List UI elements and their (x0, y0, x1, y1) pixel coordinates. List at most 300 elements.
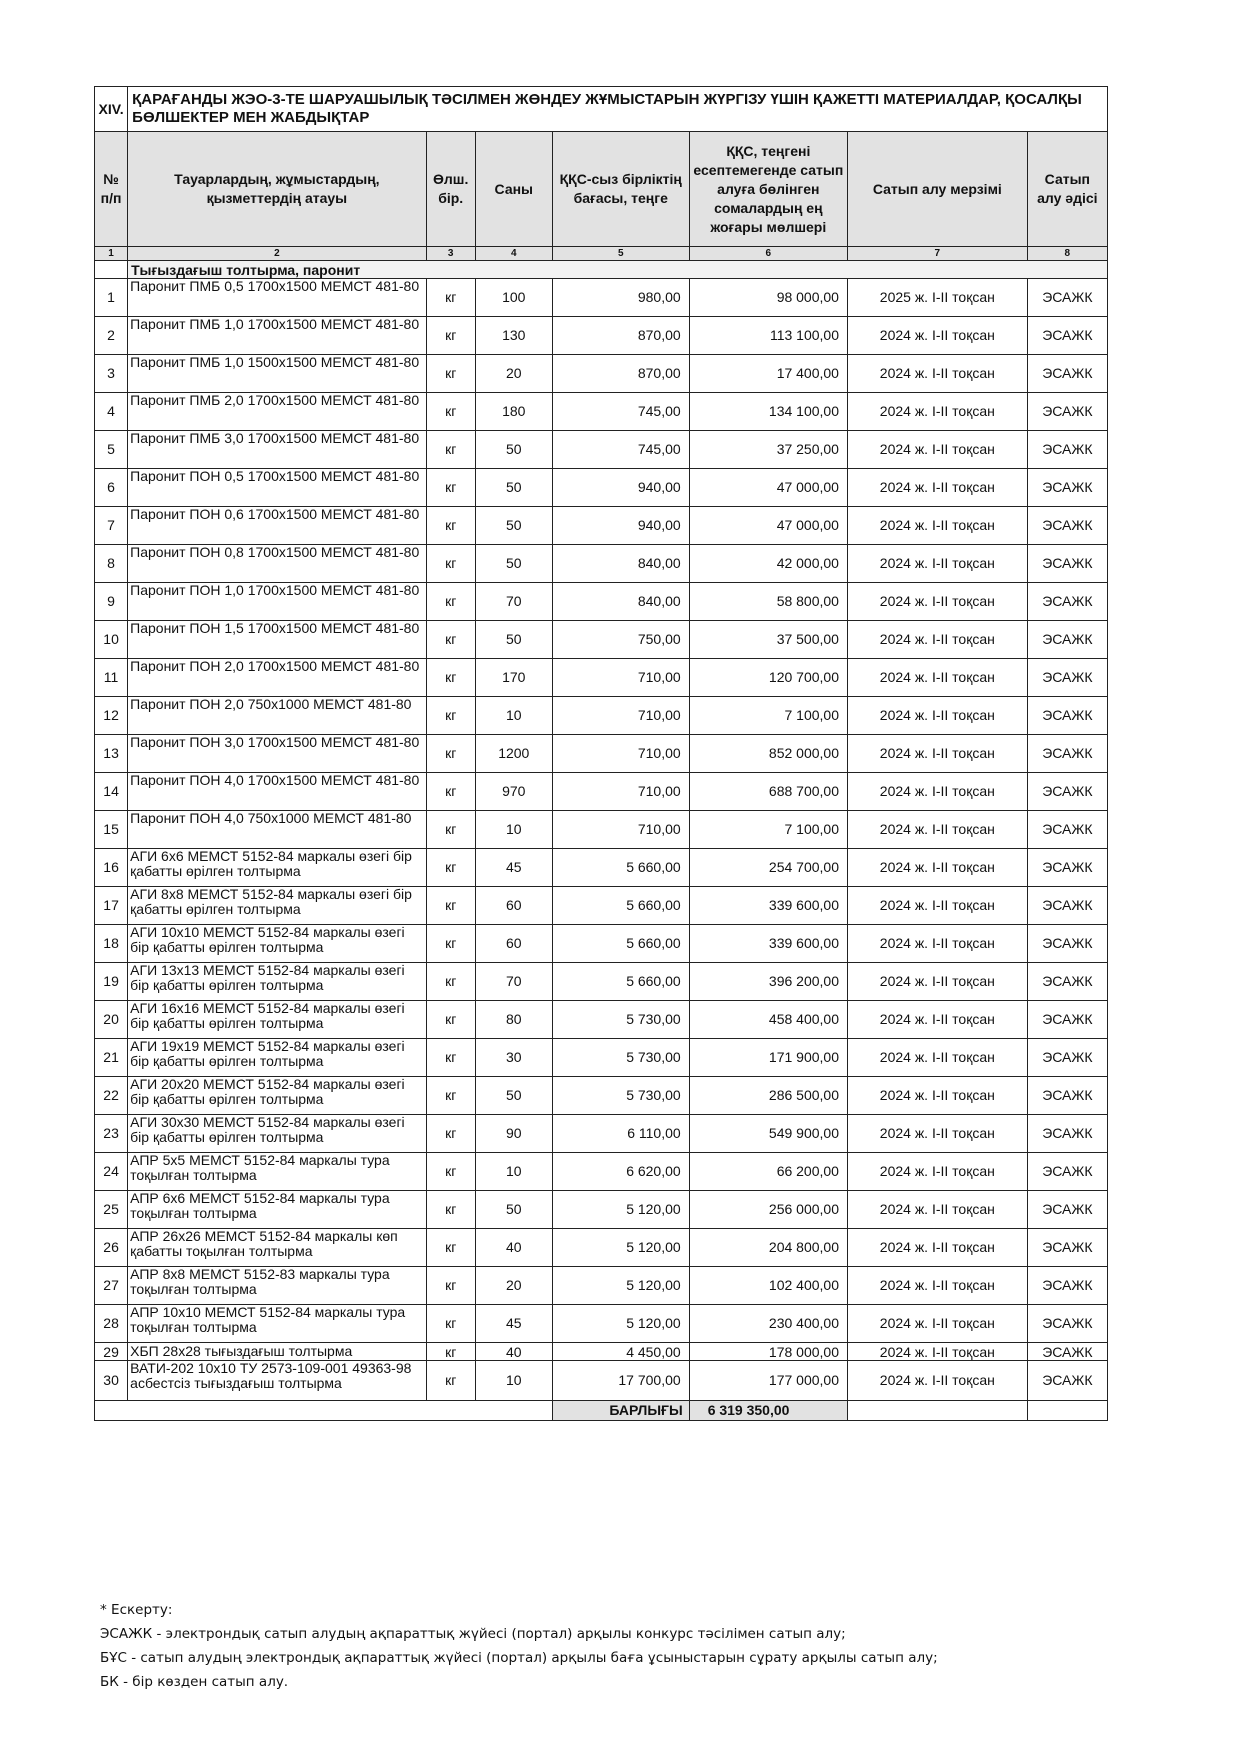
item-name: АПР 10х10 МЕМСТ 5152-84 маркалы тура тоқылған толтырма (128, 1305, 426, 1343)
item-price: 940,00 (552, 469, 689, 507)
item-qty: 40 (475, 1343, 552, 1361)
item-price: 940,00 (552, 507, 689, 545)
item-method: ЭСАЖК (1027, 963, 1107, 1001)
item-period: 2024 ж. І-ІІ тоқсан (847, 355, 1027, 393)
item-amount: 339 600,00 (689, 887, 847, 925)
row-number: 10 (95, 621, 128, 659)
table-row (95, 1039, 1108, 1077)
item-name: Паронит ПОН 2,0 1700х1500 МЕМСТ 481-80 (128, 659, 426, 697)
item-price: 745,00 (552, 393, 689, 431)
item-amount: 852 000,00 (689, 735, 847, 773)
row-number: 14 (95, 773, 128, 811)
table-row (95, 1229, 1108, 1267)
item-unit: кг (426, 1153, 475, 1191)
row-number: 29 (95, 1343, 128, 1361)
item-amount: 98 000,00 (689, 279, 847, 317)
item-unit: кг (426, 355, 475, 393)
item-qty: 130 (475, 317, 552, 355)
row-number: 12 (95, 697, 128, 735)
item-method: ЭСАЖК (1027, 1077, 1107, 1115)
item-unit: кг (426, 1305, 475, 1343)
total-spacer (95, 1401, 553, 1421)
item-amount: 58 800,00 (689, 583, 847, 621)
row-number: 8 (95, 545, 128, 583)
item-name: Паронит ПОН 0,8 1700х1500 МЕМСТ 481-80 (128, 545, 426, 583)
item-price: 710,00 (552, 697, 689, 735)
item-method: ЭСАЖК (1027, 887, 1107, 925)
table-row (95, 659, 1108, 697)
table-row (95, 697, 1108, 735)
header-qty: Саны (475, 132, 552, 247)
row-number: 30 (95, 1361, 128, 1401)
item-qty: 45 (475, 1305, 552, 1343)
row-number: 20 (95, 1001, 128, 1039)
item-method: ЭСАЖК (1027, 1001, 1107, 1039)
item-price: 710,00 (552, 773, 689, 811)
item-amount: 113 100,00 (689, 317, 847, 355)
item-method: ЭСАЖК (1027, 1115, 1107, 1153)
item-name: АГИ 6х6 МЕМСТ 5152-84 маркалы өзегі бір қабатты өрілген толтырма (128, 849, 426, 887)
row-number: 24 (95, 1153, 128, 1191)
item-qty: 90 (475, 1115, 552, 1153)
item-qty: 1200 (475, 735, 552, 773)
item-qty: 30 (475, 1039, 552, 1077)
item-name: АПР 5х5 МЕМСТ 5152-84 маркалы тура тоқылған толтырма (128, 1153, 426, 1191)
header-amount: ҚҚС, теңгені есептемегенде сатып алуға бөлінген сомалардың ең жоғары мөлшері (689, 132, 847, 247)
item-qty: 10 (475, 1361, 552, 1401)
col-number: 1 (95, 247, 128, 261)
procurement-sheet (94, 86, 1108, 1421)
item-price: 5 660,00 (552, 887, 689, 925)
item-method: ЭСАЖК (1027, 1039, 1107, 1077)
item-unit: кг (426, 925, 475, 963)
item-price: 870,00 (552, 317, 689, 355)
item-qty: 45 (475, 849, 552, 887)
row-number: 2 (95, 317, 128, 355)
item-price: 5 120,00 (552, 1267, 689, 1305)
item-unit: кг (426, 1229, 475, 1267)
item-name: АПР 26х26 МЕМСТ 5152-84 маркалы көп қабатты тоқылған толтырма (128, 1229, 426, 1267)
item-name: Паронит ПМБ 1,0 1500х1500 МЕМСТ 481-80 (128, 355, 426, 393)
col-number: 7 (847, 247, 1027, 261)
item-unit: кг (426, 545, 475, 583)
item-period: 2024 ж. І-ІІ тоқсан (847, 545, 1027, 583)
item-unit: кг (426, 849, 475, 887)
row-number: 22 (95, 1077, 128, 1115)
item-amount: 7 100,00 (689, 697, 847, 735)
item-amount: 66 200,00 (689, 1153, 847, 1191)
item-unit: кг (426, 1115, 475, 1153)
item-unit: кг (426, 963, 475, 1001)
item-method: ЭСАЖК (1027, 1191, 1107, 1229)
total-label: БАРЛЫҒЫ (552, 1401, 689, 1421)
procurement-table (94, 86, 1108, 1421)
row-number: 6 (95, 469, 128, 507)
table-row (95, 355, 1108, 393)
table-row (95, 1077, 1108, 1115)
table-row (95, 621, 1108, 659)
row-number: 4 (95, 393, 128, 431)
item-name: АГИ 13х13 МЕМСТ 5152-84 маркалы өзегі бір қабатты өрілген толтырма (128, 963, 426, 1001)
item-unit: кг (426, 811, 475, 849)
row-number: 15 (95, 811, 128, 849)
item-amount: 396 200,00 (689, 963, 847, 1001)
item-name: ВАТИ-202 10х10 ТУ 2573-109-001 49363-98 асбестсіз тығыздағыш толтырма (128, 1361, 426, 1401)
item-period: 2024 ж. І-ІІ тоқсан (847, 317, 1027, 355)
item-period: 2024 ж. І-ІІ тоқсан (847, 735, 1027, 773)
table-row (95, 773, 1108, 811)
item-qty: 170 (475, 659, 552, 697)
item-price: 840,00 (552, 545, 689, 583)
item-qty: 180 (475, 393, 552, 431)
category-spacer (95, 261, 128, 279)
item-period: 2024 ж. І-ІІ тоқсан (847, 583, 1027, 621)
item-unit: кг (426, 1191, 475, 1229)
column-number-row (95, 247, 1108, 261)
item-period: 2024 ж. І-ІІ тоқсан (847, 1001, 1027, 1039)
item-amount: 458 400,00 (689, 1001, 847, 1039)
item-qty: 60 (475, 887, 552, 925)
table-row (95, 393, 1108, 431)
table-row (95, 925, 1108, 963)
item-method: ЭСАЖК (1027, 279, 1107, 317)
item-period: 2024 ж. І-ІІ тоқсан (847, 393, 1027, 431)
row-number: 25 (95, 1191, 128, 1229)
item-period: 2024 ж. І-ІІ тоқсан (847, 1229, 1027, 1267)
item-unit: кг (426, 1361, 475, 1401)
table-row (95, 279, 1108, 317)
item-qty: 50 (475, 1077, 552, 1115)
item-period: 2024 ж. І-ІІ тоқсан (847, 773, 1027, 811)
item-name: АГИ 20х20 МЕМСТ 5152-84 маркалы өзегі бір қабатты өрілген толтырма (128, 1077, 426, 1115)
section-header-row (95, 87, 1108, 132)
item-price: 5 120,00 (552, 1191, 689, 1229)
item-qty: 70 (475, 583, 552, 621)
item-qty: 50 (475, 1191, 552, 1229)
item-amount: 254 700,00 (689, 849, 847, 887)
item-period: 2024 ж. І-ІІ тоқсан (847, 507, 1027, 545)
item-name: АПР 6х6 МЕМСТ 5152-84 маркалы тура тоқылған толтырма (128, 1191, 426, 1229)
item-price: 4 450,00 (552, 1343, 689, 1361)
row-number: 28 (95, 1305, 128, 1343)
item-qty: 80 (475, 1001, 552, 1039)
table-row (95, 545, 1108, 583)
item-price: 750,00 (552, 621, 689, 659)
item-amount: 7 100,00 (689, 811, 847, 849)
item-unit: кг (426, 659, 475, 697)
col-number: 6 (689, 247, 847, 261)
row-number: 23 (95, 1115, 128, 1153)
item-name: Паронит ПМБ 1,0 1700х1500 МЕМСТ 481-80 (128, 317, 426, 355)
item-price: 6 620,00 (552, 1153, 689, 1191)
item-name: АГИ 16х16 МЕМСТ 5152-84 маркалы өзегі бір қабатты өрілген толтырма (128, 1001, 426, 1039)
item-name: Паронит ПОН 4,0 750х1000 МЕМСТ 481-80 (128, 811, 426, 849)
item-name: АГИ 10х10 МЕМСТ 5152-84 маркалы өзегі бір қабатты өрілген толтырма (128, 925, 426, 963)
item-period: 2024 ж. І-ІІ тоқсан (847, 1115, 1027, 1153)
col-number: 2 (128, 247, 426, 261)
table-row (95, 1001, 1108, 1039)
item-method: ЭСАЖК (1027, 811, 1107, 849)
item-period: 2024 ж. І-ІІ тоқсан (847, 1191, 1027, 1229)
table-row (95, 1191, 1108, 1229)
item-price: 980,00 (552, 279, 689, 317)
item-method: ЭСАЖК (1027, 583, 1107, 621)
item-amount: 120 700,00 (689, 659, 847, 697)
item-method: ЭСАЖК (1027, 545, 1107, 583)
row-number: 7 (95, 507, 128, 545)
total-spacer (1027, 1401, 1107, 1421)
item-unit: кг (426, 887, 475, 925)
category-row (95, 261, 1108, 279)
item-period: 2024 ж. І-ІІ тоқсан (847, 1343, 1027, 1361)
item-qty: 100 (475, 279, 552, 317)
row-number: 1 (95, 279, 128, 317)
item-method: ЭСАЖК (1027, 431, 1107, 469)
item-method: ЭСАЖК (1027, 317, 1107, 355)
row-number: 13 (95, 735, 128, 773)
item-qty: 50 (475, 621, 552, 659)
table-row (95, 1343, 1108, 1361)
item-period: 2024 ж. І-ІІ тоқсан (847, 1267, 1027, 1305)
item-method: ЭСАЖК (1027, 735, 1107, 773)
item-unit: кг (426, 735, 475, 773)
item-unit: кг (426, 583, 475, 621)
item-amount: 230 400,00 (689, 1305, 847, 1343)
col-number: 4 (475, 247, 552, 261)
item-method: ЭСАЖК (1027, 621, 1107, 659)
item-amount: 204 800,00 (689, 1229, 847, 1267)
row-number: 21 (95, 1039, 128, 1077)
item-amount: 42 000,00 (689, 545, 847, 583)
row-number: 16 (95, 849, 128, 887)
col-number: 3 (426, 247, 475, 261)
footnote-esazhk: ЭСАЖК - электрондық сатып алудың ақпараттық жүйесі (портал) арқылы конкурс тәсілімен сатып алу; (100, 1626, 846, 1642)
item-method: ЭСАЖК (1027, 1305, 1107, 1343)
table-row (95, 1153, 1108, 1191)
item-amount: 688 700,00 (689, 773, 847, 811)
item-qty: 50 (475, 469, 552, 507)
footnote-bk: БК - бір көзден сатып алу. (100, 1674, 289, 1690)
item-unit: кг (426, 1039, 475, 1077)
item-period: 2024 ж. І-ІІ тоқсан (847, 697, 1027, 735)
item-price: 710,00 (552, 811, 689, 849)
item-qty: 10 (475, 697, 552, 735)
item-method: ЭСАЖК (1027, 1267, 1107, 1305)
item-qty: 50 (475, 431, 552, 469)
item-method: ЭСАЖК (1027, 1361, 1107, 1401)
item-period: 2024 ж. І-ІІ тоқсан (847, 1305, 1027, 1343)
row-number: 3 (95, 355, 128, 393)
footnotes (100, 1598, 1140, 1694)
item-price: 17 700,00 (552, 1361, 689, 1401)
item-price: 5 730,00 (552, 1077, 689, 1115)
item-period: 2024 ж. І-ІІ тоқсан (847, 849, 1027, 887)
item-method: ЭСАЖК (1027, 1343, 1107, 1361)
table-row (95, 735, 1108, 773)
item-method: ЭСАЖК (1027, 1229, 1107, 1267)
total-amount: 6 319 350,00 (689, 1401, 847, 1421)
item-period: 2025 ж. І-ІІ тоқсан (847, 279, 1027, 317)
item-unit: кг (426, 621, 475, 659)
item-qty: 970 (475, 773, 552, 811)
header-price: ҚҚС-сыз бірліктің бағасы, теңге (552, 132, 689, 247)
table-row (95, 583, 1108, 621)
item-amount: 177 000,00 (689, 1361, 847, 1401)
item-period: 2024 ж. І-ІІ тоқсан (847, 469, 1027, 507)
item-unit: кг (426, 1343, 475, 1361)
col-number: 8 (1027, 247, 1107, 261)
item-qty: 20 (475, 355, 552, 393)
item-qty: 50 (475, 507, 552, 545)
total-row (95, 1401, 1108, 1421)
item-unit: кг (426, 393, 475, 431)
header-method: Сатып алу әдісі (1027, 132, 1107, 247)
table-row (95, 1361, 1108, 1401)
row-number: 17 (95, 887, 128, 925)
item-name: Паронит ПОН 0,5 1700х1500 МЕМСТ 481-80 (128, 469, 426, 507)
item-qty: 50 (475, 545, 552, 583)
header-num: № п/п (95, 132, 128, 247)
item-name: Паронит ПОН 0,6 1700х1500 МЕМСТ 481-80 (128, 507, 426, 545)
item-price: 6 110,00 (552, 1115, 689, 1153)
item-amount: 286 500,00 (689, 1077, 847, 1115)
item-qty: 10 (475, 1153, 552, 1191)
item-price: 710,00 (552, 659, 689, 697)
row-number: 26 (95, 1229, 128, 1267)
item-unit: кг (426, 1001, 475, 1039)
item-amount: 549 900,00 (689, 1115, 847, 1153)
header-unit: Өлш. бір. (426, 132, 475, 247)
item-qty: 70 (475, 963, 552, 1001)
item-qty: 10 (475, 811, 552, 849)
table-row (95, 811, 1108, 849)
total-spacer (847, 1401, 1027, 1421)
item-amount: 339 600,00 (689, 925, 847, 963)
item-period: 2024 ж. І-ІІ тоқсан (847, 887, 1027, 925)
item-amount: 37 500,00 (689, 621, 847, 659)
category-label: Тығыздағыш толтырма, паронит (128, 261, 1108, 279)
item-amount: 171 900,00 (689, 1039, 847, 1077)
item-name: АПР 8х8 МЕМСТ 5152-83 маркалы тура тоқылған толтырма (128, 1267, 426, 1305)
item-qty: 20 (475, 1267, 552, 1305)
row-number: 19 (95, 963, 128, 1001)
item-name: АГИ 19х19 МЕМСТ 5152-84 маркалы өзегі бір қабатты өрілген толтырма (128, 1039, 426, 1077)
item-amount: 17 400,00 (689, 355, 847, 393)
item-period: 2024 ж. І-ІІ тоқсан (847, 621, 1027, 659)
col-number: 5 (552, 247, 689, 261)
item-price: 5 730,00 (552, 1001, 689, 1039)
item-name: Паронит ПОН 1,0 1700х1500 МЕМСТ 481-80 (128, 583, 426, 621)
item-unit: кг (426, 1267, 475, 1305)
item-name: Паронит ПОН 2,0 750х1000 МЕМСТ 481-80 (128, 697, 426, 735)
item-name: АГИ 8х8 МЕМСТ 5152-84 маркалы өзегі бір қабатты өрілген толтырма (128, 887, 426, 925)
header-name: Тауарлардың, жұмыстардың, қызметтердің атауы (128, 132, 426, 247)
item-amount: 256 000,00 (689, 1191, 847, 1229)
footnote-heading: * Ескерту: (100, 1602, 173, 1618)
table-row (95, 317, 1108, 355)
item-period: 2024 ж. І-ІІ тоқсан (847, 659, 1027, 697)
item-unit: кг (426, 507, 475, 545)
table-row (95, 887, 1108, 925)
item-amount: 47 000,00 (689, 507, 847, 545)
item-name: Паронит ПОН 1,5 1700х1500 МЕМСТ 481-80 (128, 621, 426, 659)
section-number: XIV. (95, 87, 128, 132)
table-row (95, 469, 1108, 507)
item-method: ЭСАЖК (1027, 507, 1107, 545)
item-method: ЭСАЖК (1027, 355, 1107, 393)
item-qty: 40 (475, 1229, 552, 1267)
item-name: Паронит ПОН 4,0 1700х1500 МЕМСТ 481-80 (128, 773, 426, 811)
item-price: 840,00 (552, 583, 689, 621)
table-row (95, 849, 1108, 887)
row-number: 9 (95, 583, 128, 621)
item-name: Паронит ПОН 3,0 1700х1500 МЕМСТ 481-80 (128, 735, 426, 773)
item-period: 2024 ж. І-ІІ тоқсан (847, 1153, 1027, 1191)
item-method: ЭСАЖК (1027, 659, 1107, 697)
item-qty: 60 (475, 925, 552, 963)
section-title: ҚАРАҒАНДЫ ЖЭО-3-ТЕ ШАРУАШЫЛЫҚ ТӘСІЛМЕН ЖӨНДЕУ ЖҰМЫСТАРЫН ЖҮРГІЗУ ҮШІН ҚАЖЕТТІ МАТЕРИАЛДАР, ҚОСАЛҚЫ БӨЛШЕКТЕР МЕН ЖАБДЫҚТАР (128, 87, 1108, 132)
item-price: 5 730,00 (552, 1039, 689, 1077)
item-unit: кг (426, 469, 475, 507)
item-price: 5 660,00 (552, 963, 689, 1001)
item-method: ЭСАЖК (1027, 849, 1107, 887)
item-amount: 134 100,00 (689, 393, 847, 431)
item-method: ЭСАЖК (1027, 1153, 1107, 1191)
item-unit: кг (426, 1077, 475, 1115)
item-name: Паронит ПМБ 3,0 1700х1500 МЕМСТ 481-80 (128, 431, 426, 469)
item-amount: 47 000,00 (689, 469, 847, 507)
item-period: 2024 ж. І-ІІ тоқсан (847, 1077, 1027, 1115)
item-period: 2024 ж. І-ІІ тоқсан (847, 1361, 1027, 1401)
item-name: Паронит ПМБ 2,0 1700х1500 МЕМСТ 481-80 (128, 393, 426, 431)
item-method: ЭСАЖК (1027, 469, 1107, 507)
item-price: 745,00 (552, 431, 689, 469)
item-period: 2024 ж. І-ІІ тоқсан (847, 811, 1027, 849)
item-method: ЭСАЖК (1027, 393, 1107, 431)
item-unit: кг (426, 697, 475, 735)
footnote-bus: БҰС - сатып алудың электрондық ақпараттық жүйесі (портал) арқылы баға ұсыныстарын сұрату арқылы сатып алу; (100, 1650, 938, 1666)
header-period: Сатып алу мерзімі (847, 132, 1027, 247)
item-period: 2024 ж. І-ІІ тоқсан (847, 925, 1027, 963)
table-row (95, 963, 1108, 1001)
item-price: 5 660,00 (552, 849, 689, 887)
item-amount: 178 000,00 (689, 1343, 847, 1361)
item-method: ЭСАЖК (1027, 773, 1107, 811)
item-unit: кг (426, 279, 475, 317)
row-number: 18 (95, 925, 128, 963)
table-row (95, 1267, 1108, 1305)
column-header-row (95, 132, 1108, 247)
row-number: 11 (95, 659, 128, 697)
item-unit: кг (426, 431, 475, 469)
item-name: АГИ 30х30 МЕМСТ 5152-84 маркалы өзегі бір қабатты өрілген толтырма (128, 1115, 426, 1153)
item-method: ЭСАЖК (1027, 925, 1107, 963)
item-unit: кг (426, 773, 475, 811)
item-price: 5 120,00 (552, 1229, 689, 1267)
item-name: Паронит ПМБ 0,5 1700х1500 МЕМСТ 481-80 (128, 279, 426, 317)
item-price: 710,00 (552, 735, 689, 773)
item-amount: 102 400,00 (689, 1267, 847, 1305)
item-name: ХБП 28х28 тығыздағыш толтырма (128, 1343, 426, 1361)
item-unit: кг (426, 317, 475, 355)
item-price: 5 660,00 (552, 925, 689, 963)
item-period: 2024 ж. І-ІІ тоқсан (847, 963, 1027, 1001)
table-row (95, 431, 1108, 469)
table-row (95, 1305, 1108, 1343)
item-period: 2024 ж. І-ІІ тоқсан (847, 1039, 1027, 1077)
item-method: ЭСАЖК (1027, 697, 1107, 735)
item-amount: 37 250,00 (689, 431, 847, 469)
